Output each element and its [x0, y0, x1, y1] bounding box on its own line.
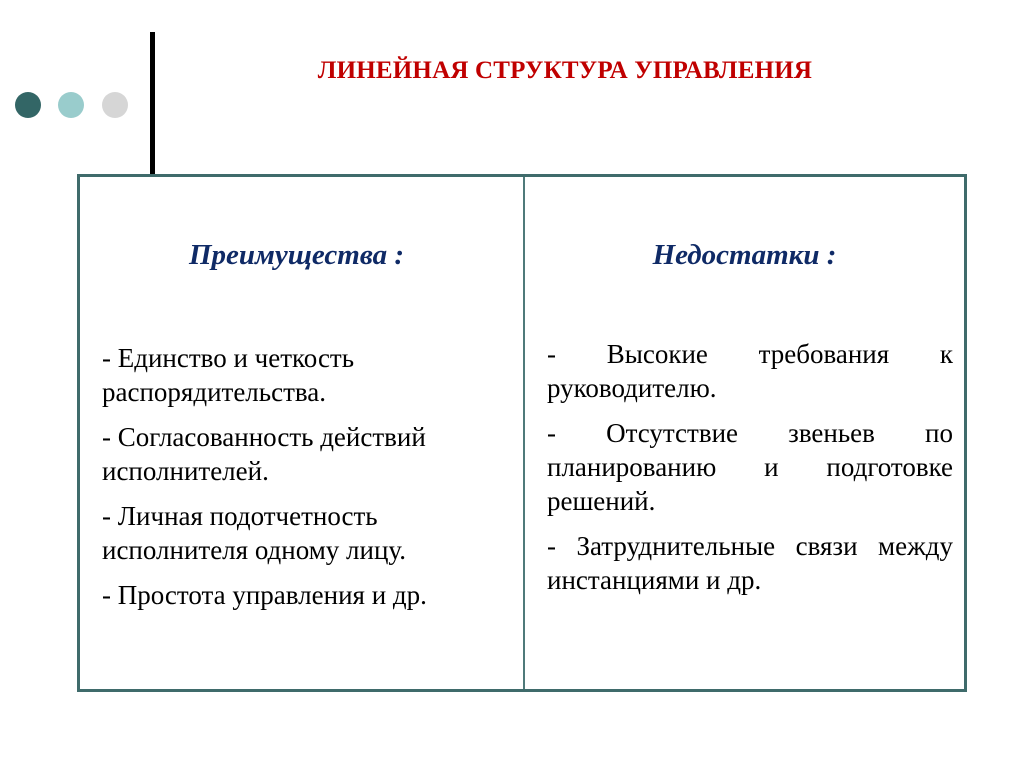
- disadvantage-item: - Затруднительные связи между инстанциями и др.: [547, 531, 953, 595]
- advantages-column: [80, 177, 523, 689]
- disadvantage-item: - Отсутствие звеньев по планированию и подготовке решений.: [547, 418, 953, 516]
- advantage-item: - Простота управления и др.: [102, 580, 427, 610]
- slide-title: ЛИНЕЙНАЯ СТРУКТУРА УПРАВЛЕНИЯ: [317, 57, 813, 84]
- disadvantages-heading: Недостатки :: [652, 239, 837, 271]
- disadvantage-item: - Высокие требования к руководителю.: [547, 339, 953, 403]
- decorative-dot-dark: [15, 92, 41, 118]
- disadvantages-column: [525, 177, 964, 689]
- comparison-table: [77, 174, 967, 692]
- advantage-item: - Согласованность действий исполнителей.: [102, 422, 426, 486]
- decorative-dot-teal: [58, 92, 84, 118]
- decorative-dot-gray: [102, 92, 128, 118]
- advantage-item: - Единство и четкость распорядительства.: [102, 343, 355, 407]
- disadvantages-list: [547, 337, 953, 608]
- advantage-item: - Личная подотчетность исполнителя одному лицу.: [102, 501, 406, 565]
- advantages-list: [102, 341, 505, 623]
- advantages-heading: Преимущества :: [188, 239, 405, 271]
- decorative-vertical-bar: [150, 32, 155, 178]
